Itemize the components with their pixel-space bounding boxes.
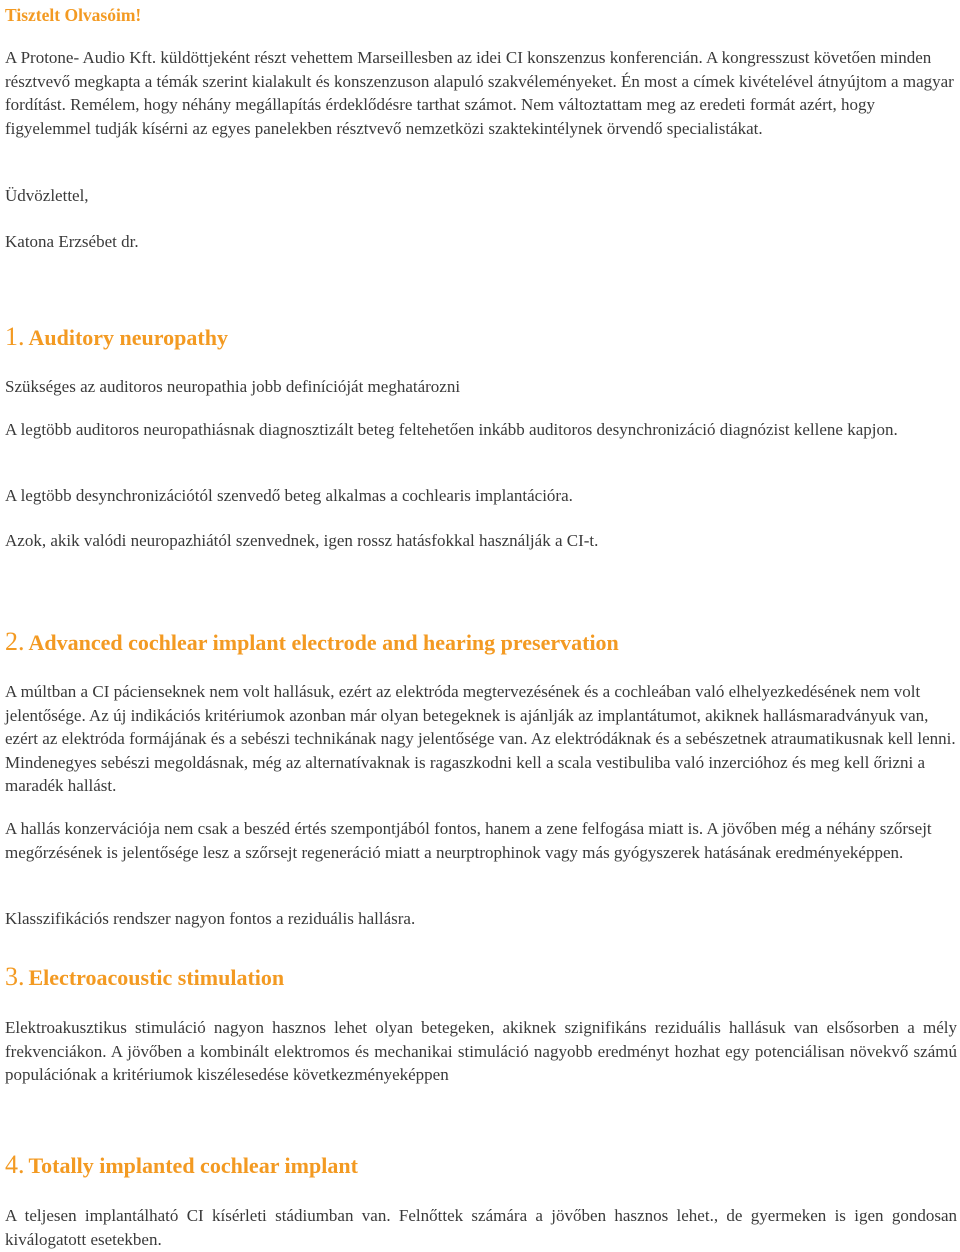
section-paragraph: A legtöbb auditoros neuropathiásnak diagnosztizált beteg feltehetően inkább auditoros desynchronizáció diagnózist kellene kapjon. — [5, 420, 898, 439]
section-heading-1 — [5, 322, 228, 356]
section-paragraph: Klasszifikációs rendszer nagyon fontos a reziduális hallásra. — [5, 909, 416, 928]
intro-paragraph: A Protone- Audio Kft. küldöttjeként részt vehettem Marseillesben az idei CI konszenzus konferencián. A kongresszust követően minden résztvevő megkapta a témák szerint kialakult és konszenzuson alapuló szakvéleményeket. Én most a címek kivételével átnyújtom a magyar fordítást. Remélem, hogy néhány megállapítás érdeklődésre tarthat számot. Nem változtattam meg az eredeti formát azért, hogy figyelemmel tudják kísérni az egyes panelekben résztvevő nemzetközi szaktekintélynek örvendő specialistákat. — [5, 48, 954, 138]
signature-text: Katona Erzsébet dr. — [5, 232, 139, 251]
section-number: 4. — [5, 1150, 25, 1179]
section-title: Totally implanted cochlear implant — [28, 1153, 358, 1178]
section-paragraph: A hallás konzervációja nem csak a beszéd értés szempontjából fontos, hanem a zene felfogása miatt is. A jövőben még a néhány szőrsejt megőrzésének is jelentősége lesz a szőrsejt regeneráció miatt a neurptrophinok vagy más gyógyszerek hatásának eredményeképpen. — [5, 819, 932, 862]
closing-text: Üdvözlettel, — [5, 186, 89, 205]
section-paragraph: Szükséges az auditoros neuropathia jobb definícióját meghatározni — [5, 377, 461, 396]
section-heading-2 — [5, 627, 619, 661]
section-heading-4 — [5, 1150, 358, 1184]
section-number: 2. — [5, 627, 25, 656]
section-heading-3 — [5, 962, 284, 996]
section-paragraph: A legtöbb desynchronizációtól szenvedő beteg alkalmas a cochlearis implantációra. — [5, 486, 573, 505]
section-paragraph: A teljesen implantálható CI kísérleti stádiumban van. Felnőttek számára a jövőben hasznos lehet., de gyermeken is igen gondosan kiválogatott esetekben. — [5, 1206, 957, 1249]
section-paragraph: Elektroakusztikus stimuláció nagyon hasznos lehet olyan betegeken, akiknek szignifikáns reziduális hallásuk van elsősorben a mély frekvenciákon. A jövőben a kombinált elektromos és mechanikai stimuláció nagyobb eredményt hozhat egy potenciálisan növekvő számú populációnak a kritériumok kiszélesedése következményeképpen — [5, 1018, 957, 1084]
section-number: 1. — [5, 322, 25, 351]
section-title: Advanced cochlear implant electrode and hearing preservation — [28, 630, 619, 655]
section-title: Electroacoustic stimulation — [28, 965, 285, 990]
section-number: 3. — [5, 962, 25, 991]
greeting-heading: Tisztelt Olvasóim! — [5, 5, 142, 25]
section-paragraph: Azok, akik valódi neuropazhiától szenvednek, igen rossz hatásfokkal használják a CI-t. — [5, 531, 599, 550]
section-title: Auditory neuropathy — [28, 325, 228, 350]
section-paragraph: A múltban a CI pácienseknek nem volt hallásuk, ezért az elektróda megtervezésének és a cochleában való elhelyezkedésének nem volt jelentősége. Az új indikációs kritériumok azonban már olyan betegeknek is ajánlják az implantátumot, akiknek hallásmaradványuk van, ezért az elektróda formájának és a sebészi technikának nagy jelentősége van. Az elektródáknak és a sebészetnek atraumatikusnak kell lenni. Mindenegyes sebészi megoldásnak, még az alternatívaknak is ragaszkodni kell a scala vestibuliba való inzercióhoz és meg kell őrizni a maradék hallást. — [5, 682, 956, 795]
